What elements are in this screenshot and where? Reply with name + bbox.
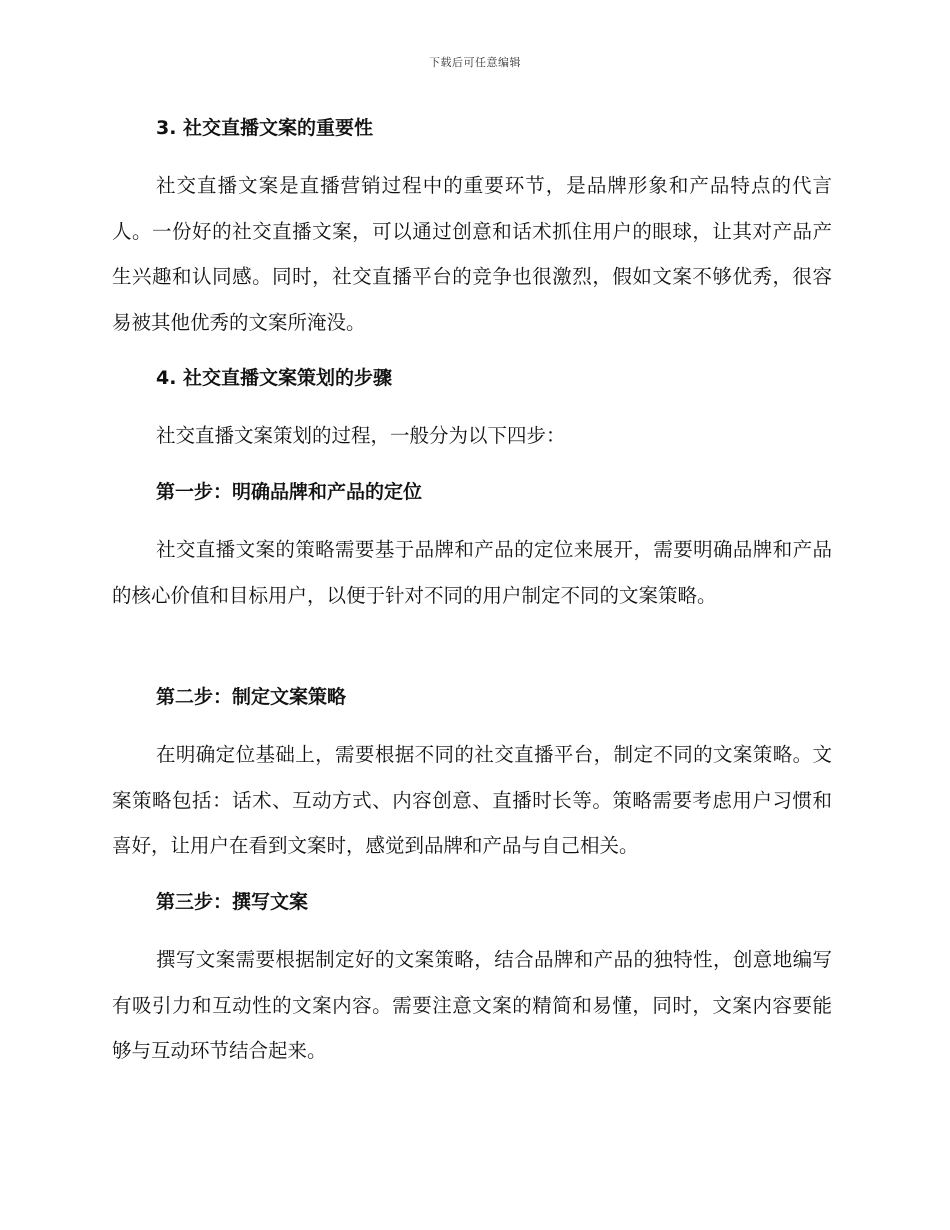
paragraph-importance: 社交直播文案是直播营销过程中的重要环节，是品牌形象和产品特点的代言人。一份好的社交直播文案，可以通过创意和话术抓住用户的眼球，让其对产品产生兴趣和认同感。同时，社交直播平台的竞争也很激烈，假如文案不够优秀，很容易被其他优秀的文案所淹没。: [112, 174, 832, 334]
step1-paragraph: 社交直播文案的策略需要基于品牌和产品的定位来展开，需要明确品牌和产品的核心价值和目标用户，以便于针对不同的用户制定不同的文案策略。: [112, 538, 832, 607]
step3-paragraph: 撰写文案需要根据制定好的文案策略，结合品牌和产品的独特性，创意地编写有吸引力和互动性的文案内容。需要注意文案的精简和易懂，同时，文案内容要能够与互动环节结合起来。: [112, 948, 832, 1062]
page-header: 下载后可任意编辑: [429, 56, 521, 69]
step2-heading: 第二步：制定文案策略: [156, 686, 347, 708]
step2-paragraph: 在明确定位基础上，需要根据不同的社交直播平台，制定不同的文案策略。文案策略包括：话术、互动方式、内容创意、直播时长等。策略需要考虑用户习惯和喜好，让用户在看到文案时，感觉到品牌和产品与自己相关。: [112, 743, 832, 857]
paragraph-steps-intro: 社交直播文案策划的过程，一般分为以下四步：: [156, 424, 566, 447]
section-heading-3: 3. 社交直播文案的重要性: [156, 117, 374, 139]
section-heading-4: 4. 社交直播文案策划的步骤: [156, 367, 393, 389]
step3-heading: 第三步：撰写文案: [156, 891, 309, 913]
step1-heading: 第一步：明确品牌和产品的定位: [156, 481, 423, 503]
